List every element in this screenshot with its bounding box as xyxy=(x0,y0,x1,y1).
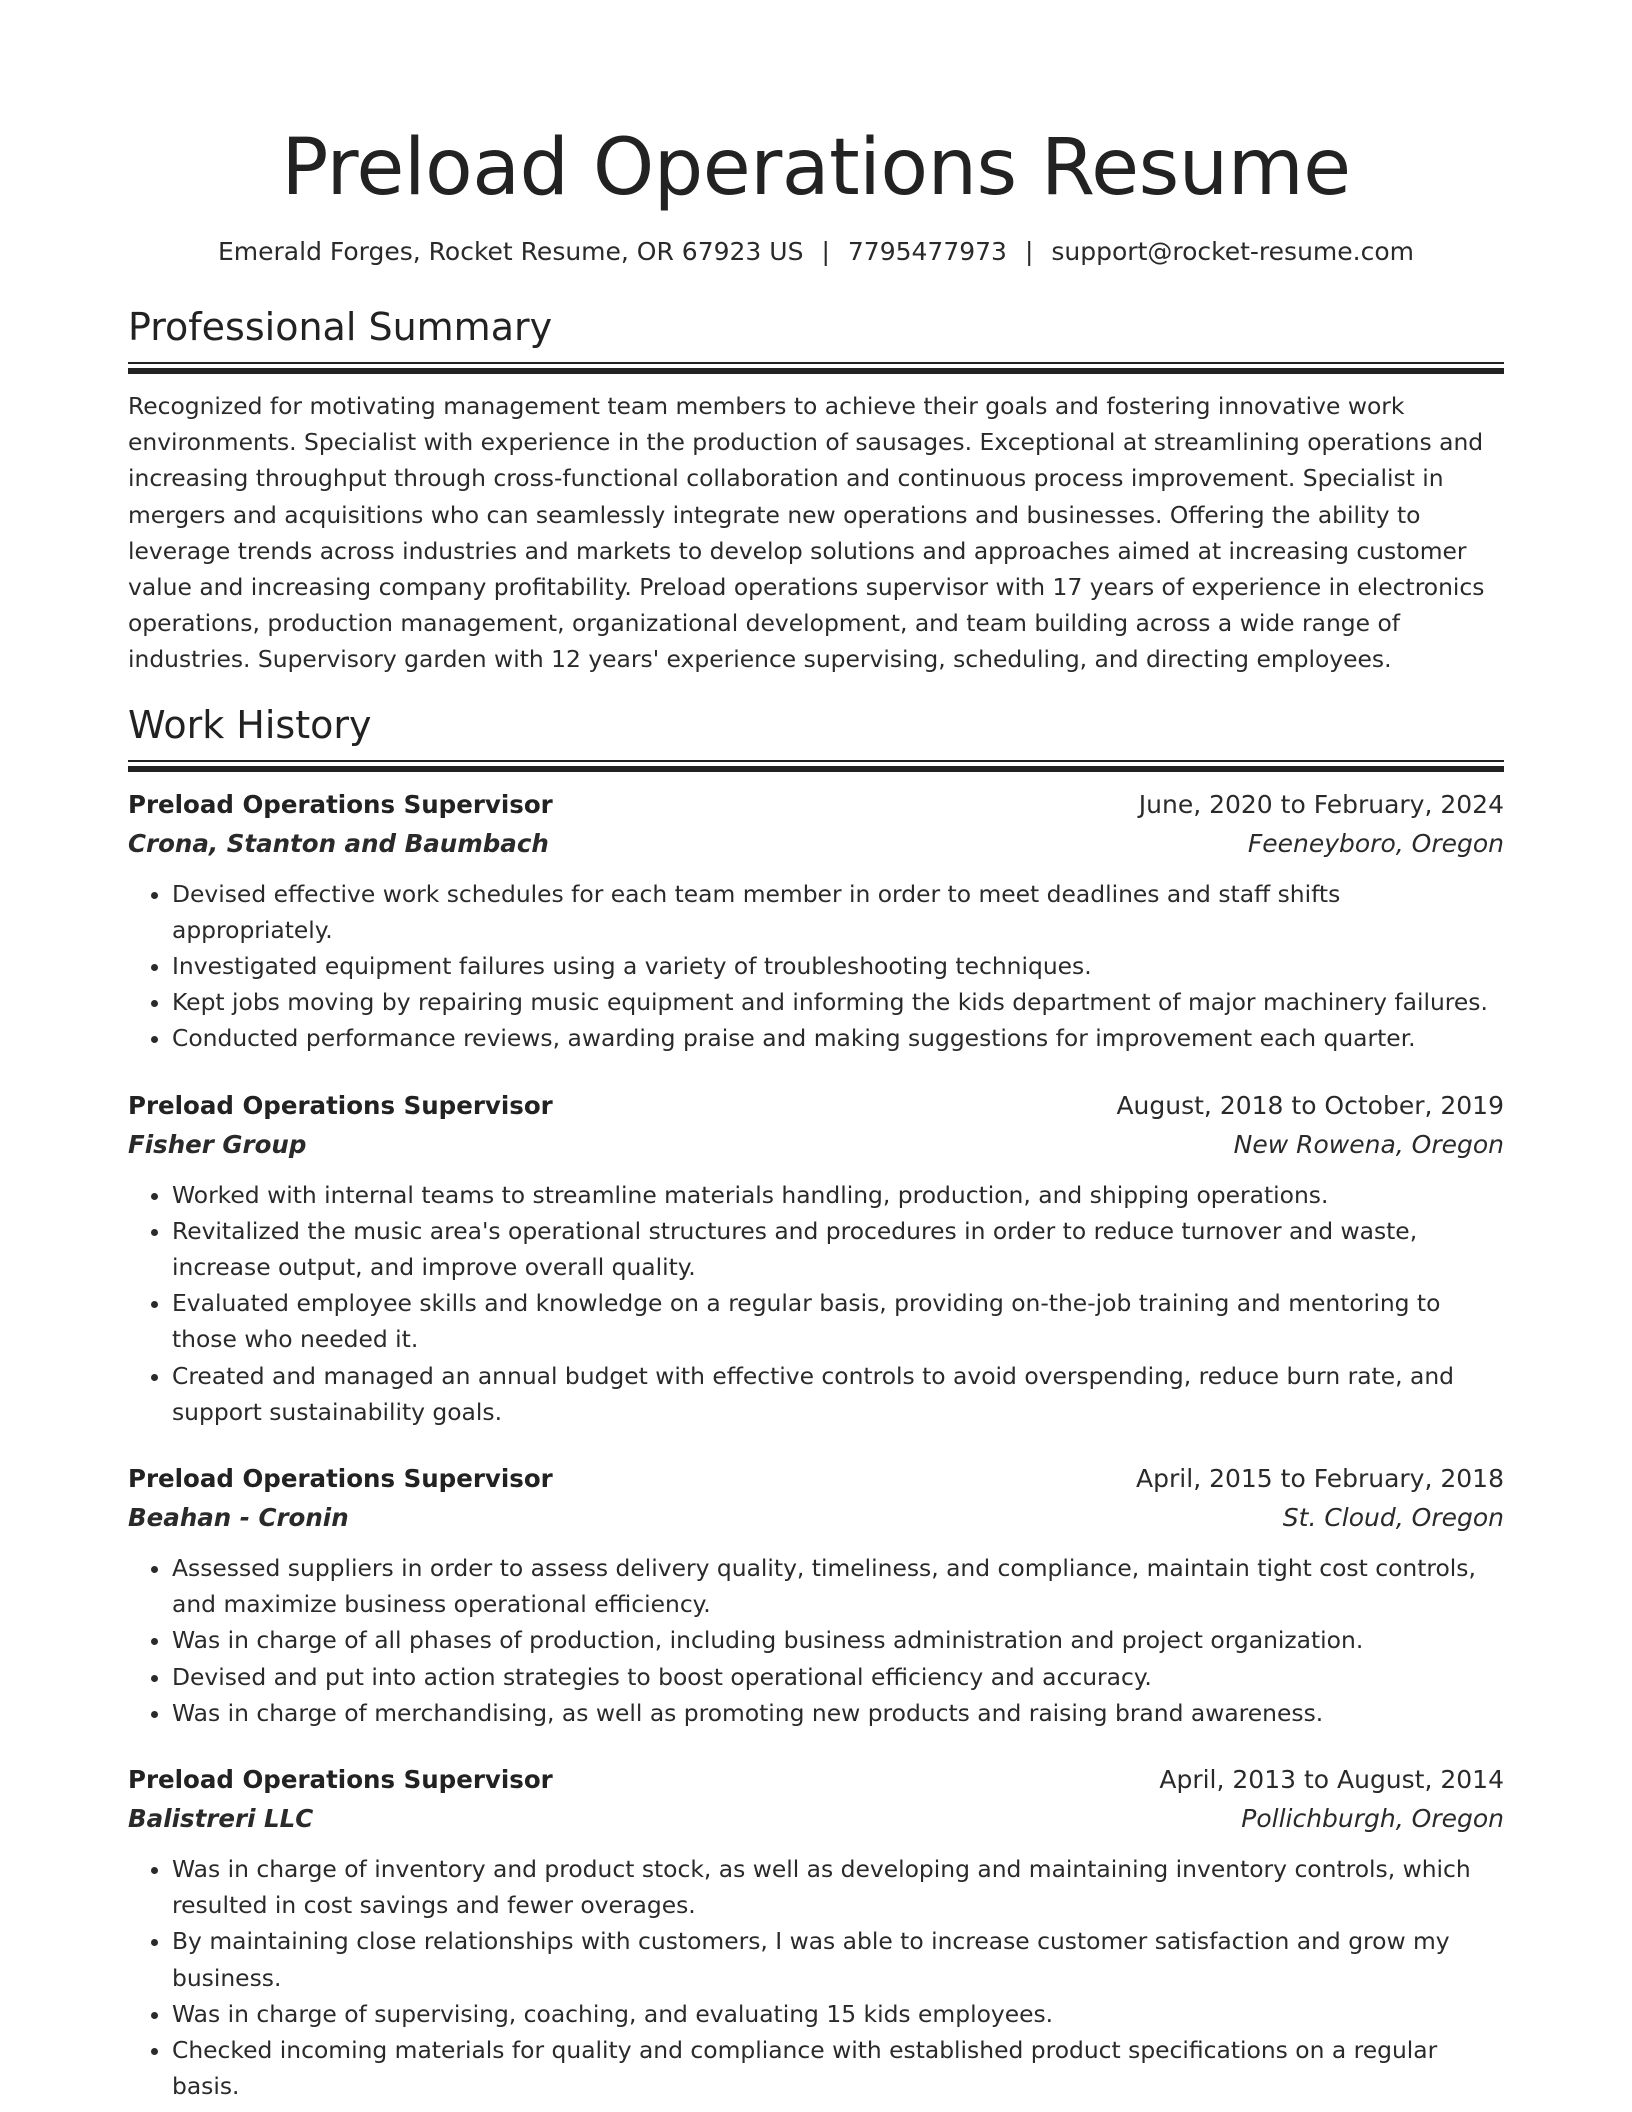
job-dates: June, 2020 to February, 2024 xyxy=(1138,789,1504,819)
job-location: St. Cloud, Oregon xyxy=(1282,1503,1504,1533)
job-dates: April, 2013 to August, 2014 xyxy=(1159,1765,1504,1795)
contact-email: support@rocket-resume.com xyxy=(1051,237,1414,266)
job-company-row xyxy=(128,1125,1504,1165)
job-entry xyxy=(128,1761,1504,2104)
section-heading-work-history: Work History xyxy=(128,702,372,747)
section-heading-summary: Professional Summary xyxy=(128,305,553,349)
job-entry xyxy=(128,786,1504,1057)
job-bullet: • Devised effective work schedules for each team member in order to meet deadlines and staff shifts appropriately. xyxy=(172,876,1504,948)
job-company-row xyxy=(128,824,1504,864)
job-location: New Rowena, Oregon xyxy=(1233,1129,1504,1159)
work-history-section xyxy=(128,700,1504,2105)
professional-summary-section xyxy=(128,302,1504,678)
job-dates: August, 2018 to October, 2019 xyxy=(1116,1090,1504,1120)
section-divider xyxy=(128,760,1504,772)
job-bullet: • Revitalized the music area's operational structures and procedures in order to reduce turnover and waste, increase output, and improve overall quality. xyxy=(172,1213,1504,1285)
job-bullet: • Created and managed an annual budget with effective controls to avoid overspending, reduce burn rate, and support sustainability goals. xyxy=(172,1358,1504,1430)
job-header-row xyxy=(128,1761,1504,1799)
job-bullet: • Evaluated employee skills and knowledge on a regular basis, providing on-the-job training and mentoring to those who needed it. xyxy=(172,1285,1504,1357)
job-bullet: • Was in charge of merchandising, as well as promoting new products and raising brand awareness. xyxy=(172,1695,1504,1731)
job-location: Pollichburgh, Oregon xyxy=(1241,1804,1504,1834)
job-header-row xyxy=(128,786,1504,824)
job-bullet: • Devised and put into action strategies to boost operational efficiency and accuracy. xyxy=(172,1659,1504,1695)
job-bullet-list xyxy=(128,1550,1504,1731)
job-title: Preload Operations Supervisor xyxy=(128,789,553,819)
job-bullet: • Assessed suppliers in order to assess delivery quality, timeliness, and compliance, maintain tight cost controls, and maximize business operational efficiency. xyxy=(172,1550,1504,1622)
job-bullet: • Was in charge of all phases of production, including business administration and project organization. xyxy=(172,1622,1504,1658)
job-title: Preload Operations Supervisor xyxy=(128,1765,553,1795)
job-title: Preload Operations Supervisor xyxy=(128,1090,553,1120)
job-bullet: • Kept jobs moving by repairing music equipment and informing the kids department of major machinery failures. xyxy=(172,984,1504,1020)
contact-line xyxy=(128,232,1504,272)
job-title: Preload Operations Supervisor xyxy=(128,1464,553,1494)
job-company: Beahan - Cronin xyxy=(128,1503,349,1533)
job-company-row xyxy=(128,1799,1504,1839)
contact-separator: | xyxy=(821,237,830,266)
job-bullet: • By maintaining close relationships with customers, I was able to increase customer satisfaction and grow my business. xyxy=(172,1923,1504,1995)
job-entry xyxy=(128,1460,1504,1731)
job-bullet-list xyxy=(128,876,1504,1057)
job-bullet: • Investigated equipment failures using a variety of troubleshooting techniques. xyxy=(172,948,1504,984)
job-bullet: • Worked with internal teams to streamline materials handling, production, and shipping operations. xyxy=(172,1177,1504,1213)
job-dates: April, 2015 to February, 2018 xyxy=(1136,1464,1504,1494)
summary-text: Recognized for motivating management team members to achieve their goals and fostering innovative work environments. Specialist with experience in the production of sausages. Exceptional at streamlining operations and increasing throughput through cross-functional collaboration and continuous process improvement. Specialist in mergers and acquisitions who can seamlessly integrate new operations and businesses. Offering the ability to leverage trends across industries and markets to develop solutions and approaches aimed at increasing customer value and increasing company profitability. Preload operations supervisor with 17 years of experience in electronics operations, production management, organizational development, and team building across a wide range of industries. Supervisory garden with 12 years' experience supervising, scheduling, and directing employees. xyxy=(128,392,1485,674)
job-company: Balistreri LLC xyxy=(128,1804,314,1834)
job-bullet: • Was in charge of inventory and product stock, as well as developing and maintaining inventory controls, which resulted in cost savings and fewer overages. xyxy=(172,1851,1504,1923)
job-bullet-list xyxy=(128,1177,1504,1430)
section-divider xyxy=(128,362,1504,374)
job-bullet: • Conducted performance reviews, awarding praise and making suggestions for improvement each quarter. xyxy=(172,1020,1504,1056)
job-header-row xyxy=(128,1087,1504,1125)
contact-phone: 7795477973 xyxy=(847,237,1007,266)
contact-address: Emerald Forges, Rocket Resume, OR 67923 US xyxy=(218,237,804,266)
job-company: Crona, Stanton and Baumbach xyxy=(128,828,549,858)
resume-title: Preload Operations Resume xyxy=(281,123,1351,213)
job-company: Fisher Group xyxy=(128,1129,307,1159)
job-company-row xyxy=(128,1498,1504,1538)
resume-page xyxy=(128,118,1504,2105)
job-bullet-list xyxy=(128,1851,1504,2104)
job-bullet: • Was in charge of supervising, coaching, and evaluating 15 kids employees. xyxy=(172,1996,1504,2032)
job-entry xyxy=(128,1087,1504,1430)
job-header-row xyxy=(128,1460,1504,1498)
job-location: Feeneyboro, Oregon xyxy=(1247,828,1504,858)
contact-separator: | xyxy=(1024,237,1034,266)
job-bullet: • Checked incoming materials for quality and compliance with established product specifications on a regular basis. xyxy=(172,2032,1504,2104)
